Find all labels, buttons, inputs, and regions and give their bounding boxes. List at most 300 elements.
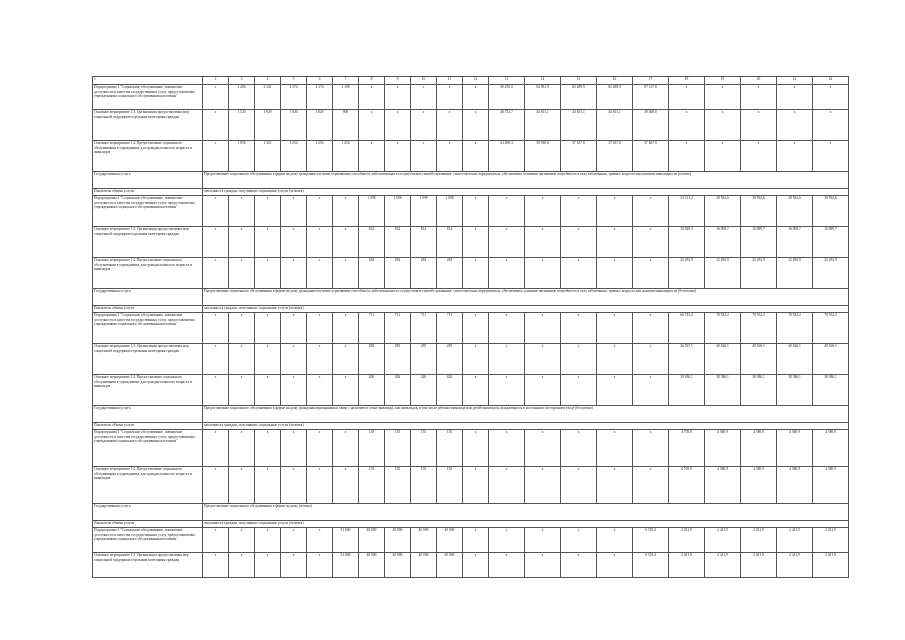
table-cell: х: [385, 85, 411, 110]
table-cell: 36 557,1: [669, 344, 705, 375]
table-cell: 1 020: [255, 110, 281, 141]
table-cell: х: [463, 528, 489, 553]
column-number: 14: [525, 77, 561, 85]
table-cell: х: [669, 110, 705, 141]
table-cell: х: [561, 430, 597, 467]
table-cell: 30 186,1: [669, 375, 705, 406]
budget-table-document: [92, 76, 837, 578]
table-cell: х: [229, 553, 255, 578]
service-description: Предоставление социального обслуживания в форме на дому гражданам частично утратившим способность либо возможность осуществлять самообслуживание, самостоятельно передвигаться, обеспечивать основные жизненные потребности в силу заболевания, травмы, возраста или наличия инвалидности (бесплатно): [203, 289, 849, 306]
table-cell: х: [597, 528, 633, 553]
table-cell: 4 705,0: [669, 430, 705, 467]
table-cell: х: [281, 467, 307, 504]
table-cell: 38 386,1: [777, 375, 813, 406]
table-cell: 1 254: [281, 141, 307, 172]
table-cell: 40 166,1: [741, 344, 777, 375]
table-cell: х: [307, 528, 333, 553]
table-cell: х: [489, 344, 525, 375]
table-cell: х: [229, 258, 255, 289]
column-number: 6: [307, 77, 333, 85]
table-cell: 16 099,7: [741, 227, 777, 258]
table-cell: 40 000: [437, 553, 463, 578]
indicator-description: численность граждан, получивших социальные услуги (человек): [203, 423, 849, 430]
table-cell: х: [561, 313, 597, 344]
table-cell: х: [307, 227, 333, 258]
table-cell: 814: [385, 227, 411, 258]
table-cell: 155: [359, 467, 385, 504]
table-cell: х: [597, 196, 633, 227]
table-cell: х: [333, 467, 359, 504]
table-cell: 39 930,8: [525, 141, 561, 172]
table-cell: х: [333, 375, 359, 406]
table-cell: х: [705, 141, 741, 172]
table-cell: х: [203, 375, 229, 406]
table-cell: х: [633, 258, 669, 289]
column-number: 2: [203, 77, 229, 85]
table-cell: 1 098: [411, 196, 437, 227]
table-cell: х: [411, 110, 437, 141]
table-cell: х: [813, 141, 849, 172]
table-cell: х: [255, 344, 281, 375]
table-row: [93, 110, 849, 141]
table-cell: 284: [359, 258, 385, 289]
service-description: Предоставление социального обслуживания в форме на дому гражданам частично утратившим способность либо возможность осуществлять самообслуживание, самостоятельно передвигаться, обеспечивать основные жизненные потребности в силу заболевания, травмы, возраста или наличия инвалидности (платно): [203, 172, 849, 189]
table-cell: х: [255, 553, 281, 578]
table-cell: 1 254: [333, 141, 359, 172]
table-cell: х: [463, 344, 489, 375]
table-row: [93, 85, 849, 110]
table-cell: 1 098: [437, 196, 463, 227]
table-cell: 4 705,0: [669, 467, 705, 504]
table-cell: х: [307, 313, 333, 344]
table-cell: х: [777, 110, 813, 141]
table-cell: х: [633, 227, 669, 258]
table-cell: х: [489, 227, 525, 258]
table-cell: х: [203, 467, 229, 504]
table-cell: х: [229, 227, 255, 258]
table-cell: х: [489, 528, 525, 553]
table-row: [93, 375, 849, 406]
table-row: [93, 141, 849, 172]
table-cell: 155: [411, 430, 437, 467]
table-cell: х: [463, 467, 489, 504]
table-cell: х: [525, 344, 561, 375]
table-cell: х: [777, 141, 813, 172]
table-cell: х: [633, 375, 669, 406]
indicator-description: численность граждан, получивших социальные услуги (человек): [203, 521, 849, 528]
table-cell: 38 592,6: [705, 196, 741, 227]
table-cell: х: [489, 553, 525, 578]
table-cell: 2 411,9: [669, 553, 705, 578]
table-cell: х: [385, 110, 411, 141]
table-cell: х: [463, 375, 489, 406]
table-cell: 38 592,6: [741, 196, 777, 227]
table-cell: х: [307, 553, 333, 578]
table-cell: х: [229, 344, 255, 375]
column-number: 5: [281, 77, 307, 85]
table-cell: х: [597, 467, 633, 504]
table-cell: х: [525, 227, 561, 258]
service-label: Государственная услуга: [93, 289, 203, 306]
table-cell: х: [203, 258, 229, 289]
table-cell: 40 000: [437, 528, 463, 553]
table-cell: 40 000: [385, 528, 411, 553]
table-cell: 1 020: [307, 110, 333, 141]
table-cell: х: [229, 430, 255, 467]
service-row: [93, 289, 849, 306]
table-cell: х: [705, 110, 741, 141]
table-cell: х: [561, 528, 597, 553]
table-cell: 82 289,9: [561, 85, 597, 110]
service-row: [93, 406, 849, 423]
budget-table: [92, 76, 849, 578]
table-cell: х: [741, 85, 777, 110]
column-number: 19: [705, 77, 741, 85]
table-cell: 40 000: [411, 553, 437, 578]
table-cell: х: [633, 313, 669, 344]
table-cell: х: [597, 227, 633, 258]
indicator-label: Показатель объема услуги: [93, 189, 203, 196]
table-cell: х: [281, 196, 307, 227]
table-cell: 82 289,9: [597, 85, 633, 110]
table-cell: 40 166,1: [813, 344, 849, 375]
table-cell: 90 250,0: [489, 85, 525, 110]
table-cell: х: [437, 141, 463, 172]
table-cell: 284: [385, 258, 411, 289]
table-cell: 155: [359, 430, 385, 467]
table-cell: х: [333, 258, 359, 289]
table-cell: 16 099,7: [813, 227, 849, 258]
table-cell: 2 411,9: [705, 553, 741, 578]
table-cell: х: [525, 528, 561, 553]
table-cell: 2 411,9: [777, 553, 813, 578]
indicator-row: [93, 189, 849, 196]
table-cell: х: [333, 227, 359, 258]
table-cell: 51 600: [333, 528, 359, 553]
table-cell: х: [463, 553, 489, 578]
table-cell: х: [813, 110, 849, 141]
table-cell: х: [597, 313, 633, 344]
row-label: Подпрограмма 3 "Социальное обслуживание, повышение доступности и качества государственных услуг, предоставляемых учреждениями социального обслуживания населения": [93, 85, 203, 110]
table-cell: 1 254: [307, 141, 333, 172]
service-row: [93, 504, 849, 521]
table-cell: 78 552,2: [741, 313, 777, 344]
table-cell: х: [203, 430, 229, 467]
table-cell: 22 292,9: [705, 258, 741, 289]
table-cell: 711: [411, 313, 437, 344]
table-cell: х: [307, 344, 333, 375]
table-cell: х: [463, 196, 489, 227]
table-cell: х: [561, 553, 597, 578]
row-label: Основное мероприятие 1.4. Предоставление социального обслуживания в учреждениях для граждан пожилого возраста и инвалидов: [93, 258, 203, 289]
table-cell: х: [489, 313, 525, 344]
table-cell: 37 637,8: [561, 141, 597, 172]
table-cell: 1 520: [229, 110, 255, 141]
table-cell: х: [333, 313, 359, 344]
table-cell: 78 552,2: [777, 313, 813, 344]
table-cell: х: [203, 196, 229, 227]
service-label: Государственная услуга: [93, 504, 203, 521]
table-cell: 2 374: [307, 85, 333, 110]
table-cell: х: [333, 344, 359, 375]
table-cell: 1 858: [229, 141, 255, 172]
table-cell: х: [229, 528, 255, 553]
table-cell: 155: [437, 430, 463, 467]
table-cell: 4 380,9: [813, 430, 849, 467]
table-cell: х: [255, 375, 281, 406]
table-row: [93, 553, 849, 578]
column-number: 22: [813, 77, 849, 85]
table-row: [93, 227, 849, 258]
table-cell: 43 496,3: [489, 141, 525, 172]
table-cell: 285: [411, 344, 437, 375]
table-cell: 49 460,0: [633, 110, 669, 141]
table-cell: 16 099,7: [705, 227, 741, 258]
table-cell: х: [333, 430, 359, 467]
table-cell: х: [229, 313, 255, 344]
column-number: 4: [255, 77, 281, 85]
table-cell: х: [463, 110, 489, 141]
table-cell: х: [281, 227, 307, 258]
table-cell: 285: [437, 344, 463, 375]
table-cell: 155: [411, 467, 437, 504]
column-number: 17: [633, 77, 669, 85]
column-number: 11: [437, 77, 463, 85]
table-cell: 1 098: [359, 196, 385, 227]
table-cell: 2 411,9: [777, 528, 813, 553]
table-cell: 2 411,9: [813, 553, 849, 578]
table-cell: 2 411,9: [741, 553, 777, 578]
table-cell: х: [281, 553, 307, 578]
service-description: Предоставление социального обслуживания в форме на дому (платно): [203, 504, 849, 521]
table-cell: х: [561, 227, 597, 258]
table-cell: х: [561, 344, 597, 375]
table-cell: 155: [385, 467, 411, 504]
table-cell: х: [525, 196, 561, 227]
table-cell: х: [203, 344, 229, 375]
table-cell: х: [741, 141, 777, 172]
row-label: Основное мероприятие 1.3. Организация предоставления мер социальной поддержки отдельным категориям граждан: [93, 110, 203, 141]
table-cell: х: [597, 258, 633, 289]
table-cell: х: [489, 467, 525, 504]
table-row: [93, 467, 849, 504]
table-cell: 2 341: [255, 85, 281, 110]
table-cell: х: [597, 344, 633, 375]
table-cell: х: [307, 430, 333, 467]
table-cell: х: [463, 227, 489, 258]
table-cell: х: [255, 196, 281, 227]
table-cell: х: [307, 196, 333, 227]
table-cell: 2 411,9: [813, 528, 849, 553]
row-label: Подпрограмма 3 "Социальное обслуживание, повышение доступности и качества государственных услуг, предоставляемых учреждениями социального обслуживания населения": [93, 528, 203, 553]
table-cell: х: [255, 313, 281, 344]
column-number-row: [93, 77, 849, 85]
table-cell: х: [203, 313, 229, 344]
indicator-row: [93, 423, 849, 430]
table-cell: х: [489, 375, 525, 406]
table-cell: 1 020: [281, 110, 307, 141]
row-label: Подпрограмма 3 "Социальное обслуживание, повышение доступности и качества государственных услуг, предоставляемых учреждениями социального обслуживания населения": [93, 196, 203, 227]
table-cell: х: [359, 85, 385, 110]
table-cell: 38 386,1: [741, 375, 777, 406]
table-cell: х: [203, 141, 229, 172]
table-cell: 711: [359, 313, 385, 344]
table-cell: 814: [359, 227, 385, 258]
table-cell: х: [463, 430, 489, 467]
table-cell: 155: [437, 467, 463, 504]
table-cell: х: [489, 258, 525, 289]
table-cell: х: [525, 553, 561, 578]
table-cell: 78 552,2: [705, 313, 741, 344]
table-cell: 426: [411, 375, 437, 406]
column-number: 16: [597, 77, 633, 85]
column-number: 1: [93, 77, 203, 85]
table-cell: х: [203, 553, 229, 578]
table-cell: 426: [385, 375, 411, 406]
table-cell: 4 380,9: [741, 467, 777, 504]
indicator-label: Показатель объема услуги: [93, 423, 203, 430]
table-cell: 2 108: [333, 85, 359, 110]
table-cell: х: [463, 141, 489, 172]
table-cell: х: [597, 553, 633, 578]
row-label: Подпрограмма 3 "Социальное обслуживание, повышение доступности и качества государственных услуг, предоставляемых учреждениями социального обслуживания населения": [93, 430, 203, 467]
column-number: 15: [561, 77, 597, 85]
table-cell: 38 592,6: [813, 196, 849, 227]
table-cell: 4 380,9: [813, 467, 849, 504]
table-cell: х: [777, 85, 813, 110]
table-cell: 37 667,8: [633, 141, 669, 172]
table-cell: х: [411, 141, 437, 172]
table-cell: 4 380,9: [741, 430, 777, 467]
table-cell: х: [255, 430, 281, 467]
table-cell: 1 098: [385, 196, 411, 227]
table-cell: 1 321: [255, 141, 281, 172]
table-cell: 66 743,2: [669, 313, 705, 344]
table-cell: х: [525, 467, 561, 504]
table-cell: 22 292,9: [741, 258, 777, 289]
table-cell: 22 292,9: [669, 258, 705, 289]
table-cell: 44 651,1: [597, 110, 633, 141]
table-cell: х: [281, 528, 307, 553]
column-number: 21: [777, 77, 813, 85]
table-cell: х: [561, 258, 597, 289]
table-cell: 2 411,9: [669, 528, 705, 553]
table-cell: 38 386,1: [813, 375, 849, 406]
table-cell: х: [385, 141, 411, 172]
table-cell: 426: [437, 375, 463, 406]
table-cell: 40 000: [385, 553, 411, 578]
table-cell: 46 753,7: [489, 110, 525, 141]
table-cell: х: [255, 258, 281, 289]
table-cell: х: [463, 313, 489, 344]
table-cell: 40 000: [359, 528, 385, 553]
row-label: Основное мероприятие 1.4. Предоставление социального обслуживания в учреждениях для граждан пожилого возраста и инвалидов: [93, 141, 203, 172]
table-cell: 426: [359, 375, 385, 406]
table-cell: 6 319,4: [633, 553, 669, 578]
table-cell: 40 166,1: [705, 344, 741, 375]
table-cell: 285: [359, 344, 385, 375]
table-cell: 814: [437, 227, 463, 258]
table-cell: х: [411, 85, 437, 110]
row-label: Основное мероприятие 1.3. Организация предоставления мер социальной поддержки отдельным категориям граждан: [93, 227, 203, 258]
table-cell: х: [741, 110, 777, 141]
table-cell: х: [333, 196, 359, 227]
table-cell: 4 380,9: [705, 430, 741, 467]
column-number: 10: [411, 77, 437, 85]
table-cell: 84 581,9: [525, 85, 561, 110]
table-row: [93, 313, 849, 344]
table-cell: х: [203, 110, 229, 141]
table-cell: 44 651,1: [561, 110, 597, 141]
table-cell: х: [255, 227, 281, 258]
indicator-description: численность граждан, получивших социальные услуги (человек): [203, 306, 849, 313]
table-cell: х: [705, 85, 741, 110]
table-cell: 22 292,9: [813, 258, 849, 289]
table-cell: 22 292,9: [777, 258, 813, 289]
table-cell: х: [437, 85, 463, 110]
table-row: [93, 528, 849, 553]
table-cell: 78 552,2: [813, 313, 849, 344]
table-cell: х: [281, 344, 307, 375]
table-cell: х: [525, 430, 561, 467]
table-cell: 16 099,7: [777, 227, 813, 258]
table-cell: 2 374: [281, 85, 307, 110]
table-cell: х: [525, 375, 561, 406]
table-cell: х: [229, 375, 255, 406]
table-cell: 44 651,1: [525, 110, 561, 141]
column-number: 8: [359, 77, 385, 85]
table-cell: 87 127,8: [633, 85, 669, 110]
service-label: Государственная услуга: [93, 406, 203, 423]
table-cell: 711: [385, 313, 411, 344]
row-label: Основное мероприятие 1.4. Предоставление социального обслуживания в учреждениях для граждан пожилого возраста и инвалидов: [93, 375, 203, 406]
table-cell: 285: [385, 344, 411, 375]
table-cell: х: [633, 196, 669, 227]
table-cell: х: [597, 430, 633, 467]
table-row: [93, 258, 849, 289]
table-cell: 155: [385, 430, 411, 467]
table-cell: 4 380,9: [777, 467, 813, 504]
table-cell: х: [633, 467, 669, 504]
column-number: 7: [333, 77, 359, 85]
row-label: Основное мероприятие 1.3. Организация предоставления мер социальной поддержки отдельным категориям граждан: [93, 553, 203, 578]
table-cell: 900: [333, 110, 359, 141]
table-cell: х: [669, 141, 705, 172]
table-cell: х: [203, 85, 229, 110]
table-cell: х: [489, 430, 525, 467]
indicator-label: Показатель объема услуги: [93, 521, 203, 528]
table-cell: х: [633, 344, 669, 375]
table-cell: х: [281, 313, 307, 344]
table-cell: х: [633, 430, 669, 467]
column-number: 9: [385, 77, 411, 85]
table-cell: х: [463, 258, 489, 289]
table-cell: х: [281, 375, 307, 406]
indicator-row: [93, 306, 849, 313]
table-cell: х: [525, 313, 561, 344]
table-cell: х: [561, 467, 597, 504]
table-cell: 40 166,1: [777, 344, 813, 375]
table-cell: х: [255, 467, 281, 504]
table-cell: х: [255, 528, 281, 553]
column-number: 3: [229, 77, 255, 85]
table-cell: 814: [411, 227, 437, 258]
service-description: Предоставление социального обслуживания в форме на дому гражданам признанным в связи с наличием в семье инвалида, или инвалидов, в том числе ребенка-инвалида или детей-инвалидов, нуждающихся в постоянном постороннем уходе (бесплатно): [203, 406, 849, 423]
table-cell: 284: [437, 258, 463, 289]
service-row: [93, 172, 849, 189]
table-cell: х: [561, 375, 597, 406]
indicator-row: [93, 521, 849, 528]
